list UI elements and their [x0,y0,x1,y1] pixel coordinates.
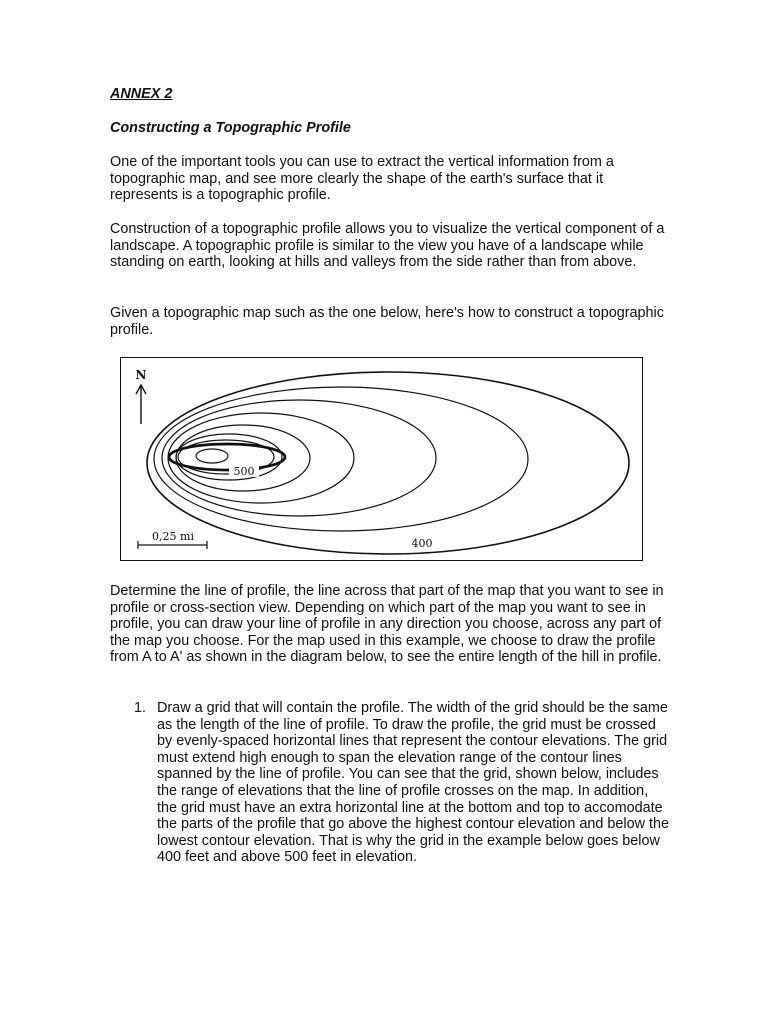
intro-paragraph: One of the important tools you can use to extract the vertical information from a topographic map, and see more clearly the shape of the earth's surface that it represents is a topographic profile. [110,154,614,204]
section-title: Constructing a Topographic Profile [110,120,351,136]
step-number: 1. [134,700,147,716]
steps-list [110,700,670,866]
contour-line [154,387,528,531]
contour-line-500 [169,444,285,470]
step-text: Draw a grid that will contain the profile. The width of the grid should be the same as the length of the line of profile. To draw the profile, the grid must be crossed by evenly-spaced horizontal lines that represent the contour elevations. The grid must extend high enough to span the elevation range of the contour lines spanned by the line of profile. You can see that the grid, shown below, includes the range of elevations that the line of profile crosses on the map. In addition, the grid must have an extra horizontal line at the bottom and top to accomodate the parts of the profile that go above the highest contour elevation and below the lowest contour elevation. That is why the grid in the example below goes below 400 feet and above 500 feet in elevation. [157,700,670,866]
north-arrow-icon [136,385,146,424]
line-of-profile-paragraph: Determine the line of profile, the line across that part of the map that you want to see in profile or cross-section view. Depending on which part of the map you want to see in profile, you can draw your line of profile in any direction you choose, across any part of the map you choose. For the map used in this example, we choose to draw the profile from A to A' as shown in the diagram below, to see the entire length of the hill in profile. [110,583,664,666]
contour-map-svg [121,358,644,562]
scale-label: 0,25 mi [152,530,194,543]
list-item [110,700,670,866]
contour-label-400: 400 [411,537,433,550]
given-map-paragraph: Given a topographic map such as the one below, here's how to construct a topographic profile. [110,305,664,338]
north-label: N [135,368,147,382]
contour-line-summit [196,449,228,463]
construction-paragraph: Construction of a topographic profile allows you to visualize the vertical component of a landscape. A topographic profile is similar to the view you have of a landscape while standing on earth, looking at hills and valleys from the side rather than from above. [110,221,665,271]
annex-heading: ANNEX 2 [110,86,173,102]
contour-label-500: 500 [233,465,255,478]
contour-line [162,400,436,516]
topographic-map-figure [120,357,643,561]
contour-lines [147,372,629,554]
contour-line [147,372,629,554]
